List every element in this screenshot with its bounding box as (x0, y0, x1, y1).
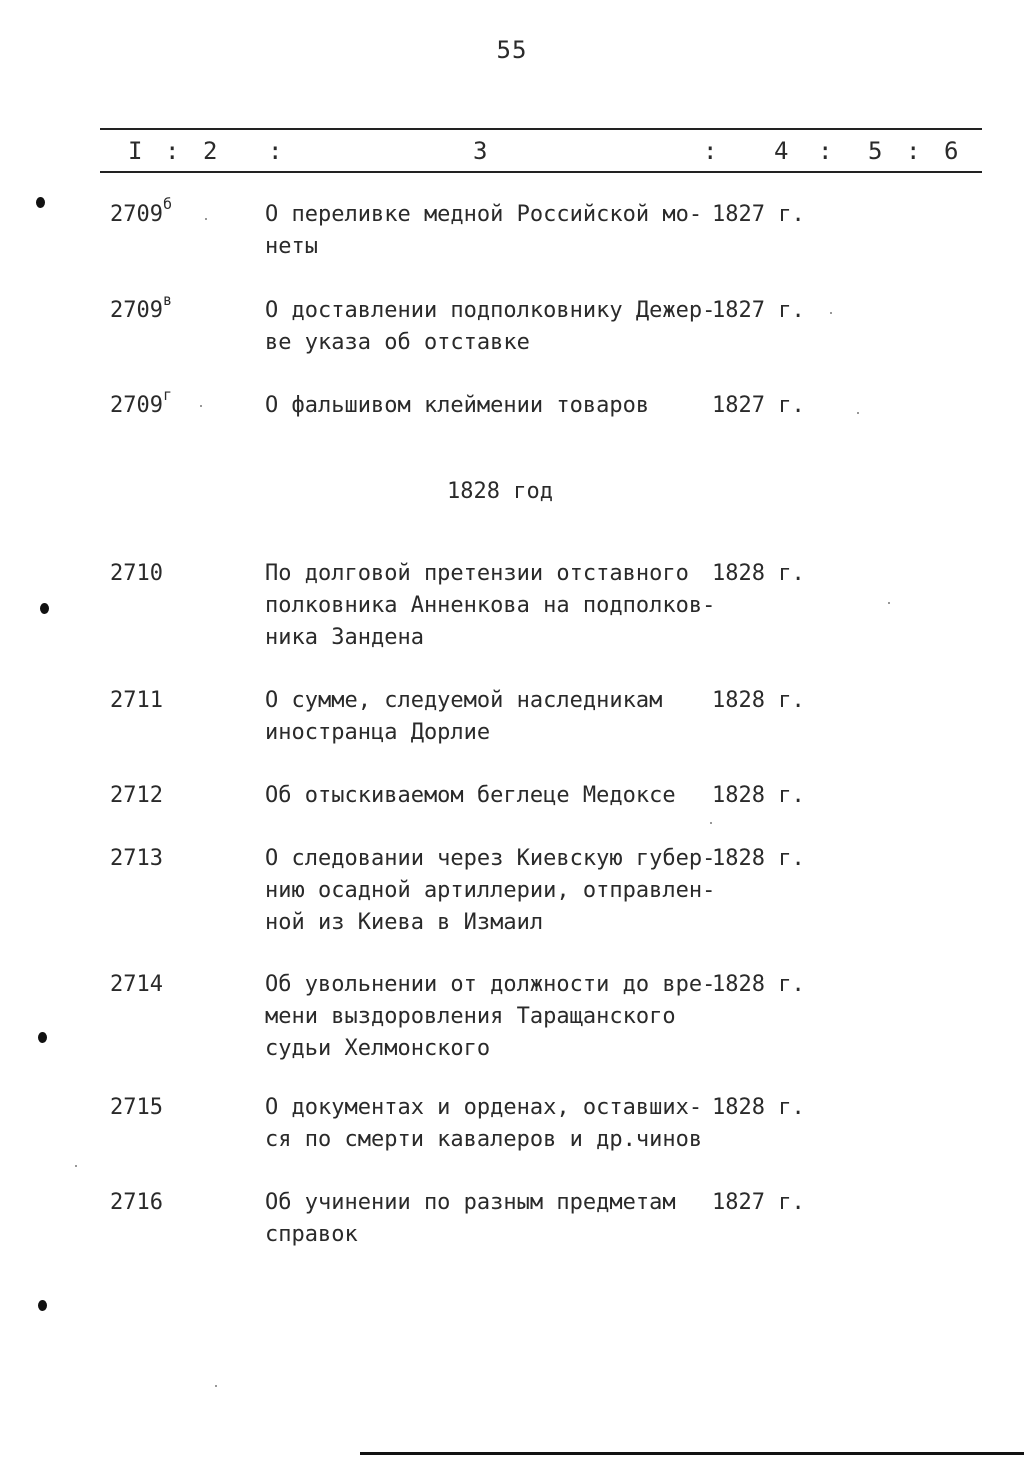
entry-number: 2714 (110, 972, 163, 997)
punch-hole (40, 603, 49, 614)
entry-description: О документах и орденах, оставших- ся по смерти кавалеров и др.чинов (265, 1095, 703, 1152)
entry-year: 1828 г. (712, 688, 805, 713)
entry-number: 2711 (110, 688, 163, 713)
entry-year: 1828 г. (712, 846, 805, 871)
column-separator-2: : (268, 137, 283, 165)
entry-number: $2709^б$ (110, 195, 173, 227)
entry-year: 1827 г. (712, 1190, 805, 1215)
entry-number: 2715 (110, 1095, 163, 1120)
punch-hole (38, 1300, 47, 1311)
entry-year: 1828 г. (712, 561, 805, 586)
entry-description: О следовании через Киевскую губер- нию осадной артиллерии, отправлен- ной из Киева в Измаил (265, 846, 716, 935)
entry-year: 1828 г. (712, 972, 805, 997)
entry-description: Об учинении по разным предметам справок (265, 1190, 676, 1247)
scan-speck (215, 1385, 217, 1387)
scan-speck (205, 218, 207, 220)
scan-speck (200, 405, 202, 407)
scan-speck (830, 312, 832, 314)
entry-year: 1827 г. (712, 393, 805, 418)
column-header-1: I (128, 137, 143, 165)
header-rule-top (100, 128, 982, 130)
entry-description: О переливке медной Российской мо- неты (265, 202, 703, 259)
column-separator-1: : (165, 137, 180, 165)
column-header-6: 6 (944, 137, 959, 165)
scan-speck (857, 412, 859, 414)
scan-speck (75, 1165, 77, 1167)
entry-number: 2710 (110, 561, 163, 586)
scan-speck (710, 822, 712, 824)
entry-number: 2712 (110, 783, 163, 808)
entry-year: 1828 г. (712, 783, 805, 808)
entry-description: О доставлении подполковнику Дежер- ве указа об отставке (265, 298, 716, 355)
entry-description: О сумме, следуемой наследникам иностранца Дорлие (265, 688, 663, 745)
punch-hole (36, 197, 45, 208)
entry-description: Об увольнении от должности до вре- мени выздоровления Таращанского судьи Хелмонского (265, 972, 716, 1061)
entry-year: 1828 г. (712, 1095, 805, 1120)
scan-speck (888, 602, 890, 604)
entry-number: 2716 (110, 1190, 163, 1215)
entry-number: $2709^в$ (110, 291, 173, 323)
column-header-5: 5 (868, 137, 883, 165)
column-separator-3: : (703, 137, 718, 165)
entry-description: Об отыскиваемом беглеце Медоксе (265, 783, 676, 808)
column-header-2: 2 (203, 137, 218, 165)
entry-year: 1827 г. (712, 298, 805, 323)
column-separator-5: : (906, 137, 921, 165)
entry-description: По долговой претензии отставного полковника Анненкова на подполков- ника Зандена (265, 561, 716, 650)
entry-number: $2709^г$ (110, 386, 173, 418)
bottom-edge-line (360, 1452, 1024, 1455)
column-separator-4: : (818, 137, 833, 165)
section-title: 1828 год (447, 479, 553, 504)
entry-description: О фальшивом клеймении товаров (265, 393, 650, 418)
entry-number: 2713 (110, 846, 163, 871)
punch-hole (38, 1032, 47, 1043)
header-rule-bottom (100, 171, 982, 173)
page-number: 55 (496, 36, 528, 64)
entry-year: 1827 г. (712, 202, 805, 227)
column-header-4: 4 (774, 137, 789, 165)
column-header-3: 3 (473, 137, 488, 165)
